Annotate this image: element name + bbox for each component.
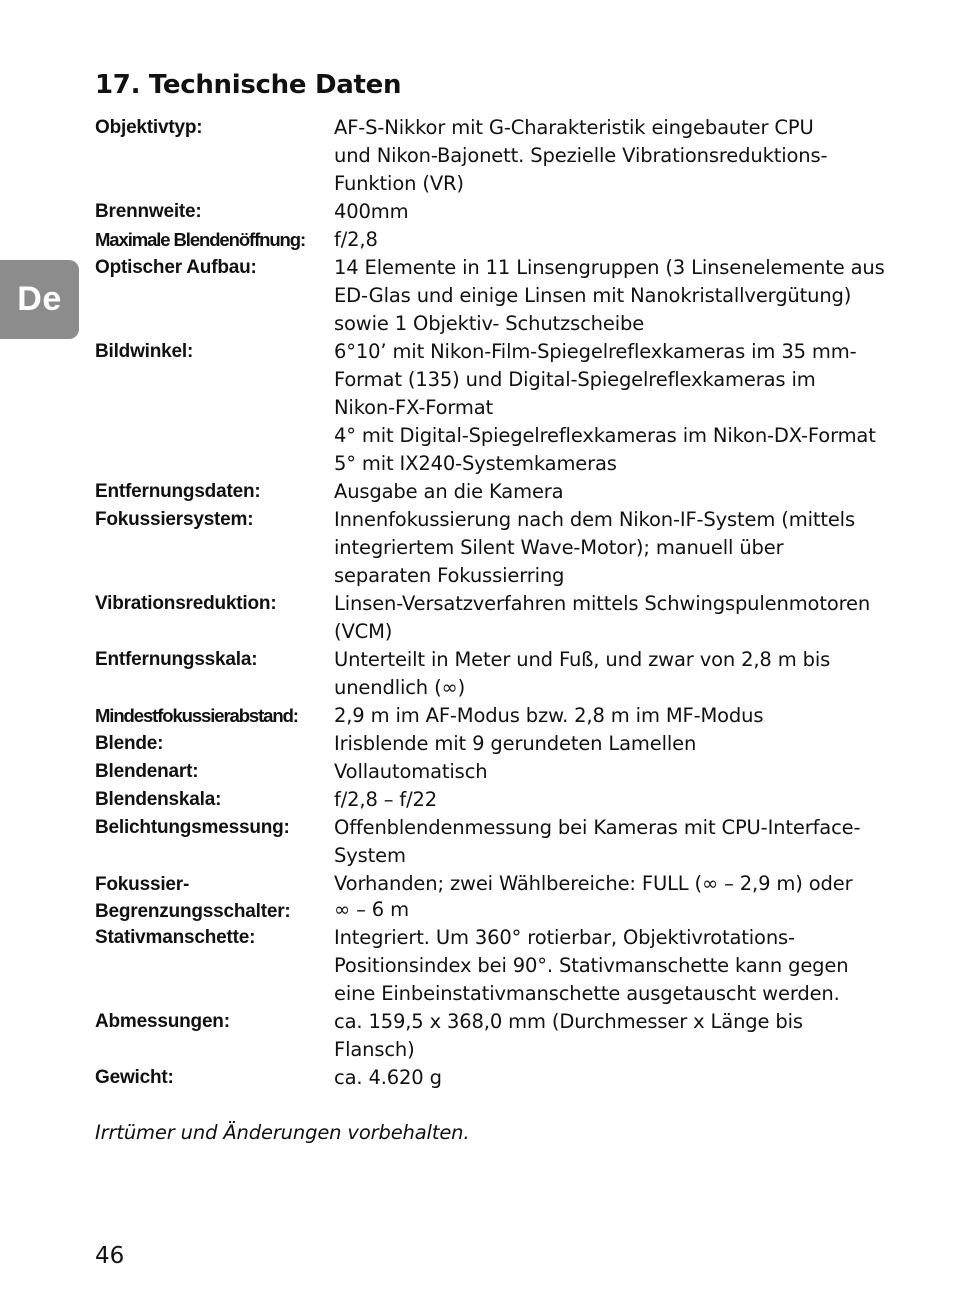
spec-label-line: Bildwinkel: [95,341,194,362]
spec-value-line: ca. 159,5 x 368,0 mm (Durchmesser x Länge bis [334,1010,803,1033]
spec-value-line: 2,9 m im AF-Modus bzw. 2,8 m im MF-Modus [334,704,764,727]
spec-label [95,590,334,646]
spec-row [95,646,895,702]
spec-value-line: ∞ – 6 m [334,898,409,921]
spec-label-line: Abmessungen: [95,1011,230,1032]
spec-value [334,646,895,702]
spec-value [334,478,895,506]
spec-value-line: 5° mit IX240-Systemkameras [334,452,617,475]
spec-value-line: und Nikon-Bajonett. Spezielle Vibrationsreduktions- [334,144,828,167]
spec-value-line: ca. 4.620 g [334,1066,442,1089]
spec-row [95,590,895,646]
spec-label-line: Blendenskala: [95,789,222,810]
spec-value-line: Offenblendenmessung bei Kameras mit CPU-Interface- [334,816,861,839]
spec-value-line: Flansch) [334,1038,415,1061]
spec-value-line: Unterteilt in Meter und Fuß, und zwar von 2,8 m bis [334,648,831,671]
spec-row [95,114,895,198]
spec-value [334,870,895,924]
spec-row [95,924,895,1008]
spec-value-line: separaten Fokussierring [334,564,565,587]
spec-value [334,198,895,226]
spec-label-line: Blendenart: [95,761,199,782]
spec-row [95,1008,895,1064]
spec-label [95,114,334,198]
spec-label-line: Gewicht: [95,1067,174,1088]
spec-value [334,114,895,198]
spec-label-line: Entfernungsskala: [95,649,258,670]
spec-value [334,702,895,730]
spec-label [95,870,334,924]
spec-row [95,730,895,758]
spec-value [334,814,895,870]
spec-value-line: Ausgabe an die Kamera [334,480,564,503]
spec-label-line: Fokussiersystem: [95,509,254,530]
spec-value-line: 400mm [334,200,409,223]
section-title: 17. Technische Daten [95,70,402,100]
spec-label-line: Fokussier- [95,874,190,895]
spec-label [95,478,334,506]
spec-value-line: System [334,844,406,867]
spec-value-line: Vollautomatisch [334,760,488,783]
spec-label-line: Maximale Blendenöffnung: [95,229,305,250]
spec-value-line: Vorhanden; zwei Wählbereiche: FULL (∞ – 2,9 m) oder [334,872,853,895]
spec-label [95,226,334,254]
spec-row [95,1064,895,1092]
disclaimer-note: Irrtümer und Änderungen vorbehalten. [95,1121,470,1144]
spec-value-line: ED-Glas und einige Linsen mit Nanokristallvergütung) [334,284,852,307]
spec-row [95,198,895,226]
spec-label-line: Belichtungsmessung: [95,817,290,838]
spec-label [95,1064,334,1092]
spec-value [334,506,895,590]
spec-label-line: Optischer Aufbau: [95,257,257,278]
spec-value [334,924,895,1008]
spec-value [334,758,895,786]
page-number: 46 [95,1243,125,1269]
spec-value-line: 4° mit Digital-Spiegelreflexkameras im Nikon-DX-Format [334,424,876,447]
spec-value-line: integriertem Silent Wave-Motor); manuell über [334,536,784,559]
spec-label-line: Vibrationsreduktion: [95,593,277,614]
spec-table-body [95,114,895,1092]
spec-value-line: Irisblende mit 9 gerundeten Lamellen [334,732,697,755]
spec-label [95,702,334,730]
spec-value-line: Linsen-Versatzverfahren mittels Schwingspulenmotoren [334,592,871,615]
spec-value-line: Nikon-FX-Format [334,396,494,419]
spec-value-line: 14 Elemente in 11 Linsengruppen (3 Linsenelemente aus [334,256,885,279]
spec-value [334,1008,895,1064]
spec-value-line: Positionsindex bei 90°. Stativmanschette kann gegen [334,954,849,977]
spec-value-line: eine Einbeinstativmanschette ausgetauscht werden. [334,982,840,1005]
spec-label [95,1008,334,1064]
spec-label [95,924,334,1008]
spec-label [95,338,334,478]
spec-label-line: Blende: [95,733,164,754]
spec-label-line: Begrenzungsschalter: [95,901,291,922]
spec-label [95,198,334,226]
spec-row [95,506,895,590]
spec-row [95,702,895,730]
spec-value [334,226,895,254]
spec-value-line: Format (135) und Digital-Spiegelreflexkameras im [334,368,816,391]
spec-table [95,114,895,1092]
spec-label-line: Mindestfokussierabstand: [95,705,298,726]
spec-value [334,254,895,338]
spec-value-line: AF-S-Nikkor mit G-Charakteristik eingebauter CPU [334,116,814,139]
spec-row [95,254,895,338]
spec-label [95,506,334,590]
spec-label [95,730,334,758]
spec-label-line: Brennweite: [95,201,202,222]
spec-value-line: Innenfokussierung nach dem Nikon-IF-System (mittels [334,508,855,531]
language-tab: De [0,260,79,339]
spec-value [334,786,895,814]
spec-value [334,590,895,646]
spec-value-line: sowie 1 Objektiv- Schutzscheibe [334,312,645,335]
spec-row [95,814,895,870]
spec-value [334,730,895,758]
spec-row [95,478,895,506]
spec-value-line: Funktion (VR) [334,172,464,195]
spec-row [95,758,895,786]
spec-value-line: f/2,8 – f/22 [334,788,438,811]
spec-value [334,338,895,478]
spec-row [95,786,895,814]
spec-value-line: 6°10’ mit Nikon-Film-Spiegelreflexkameras im 35 mm- [334,340,857,363]
spec-label-line: Entfernungsdaten: [95,481,261,502]
spec-value-line: f/2,8 [334,228,378,251]
spec-value [334,1064,895,1092]
spec-row [95,338,895,478]
spec-label [95,814,334,870]
spec-label [95,758,334,786]
spec-label-line: Objektivtyp: [95,117,203,138]
spec-row [95,226,895,254]
spec-label [95,646,334,702]
spec-label-line: Stativmanschette: [95,927,256,948]
spec-value-line: Integriert. Um 360° rotierbar, Objektivrotations- [334,926,795,949]
spec-row [95,870,895,924]
spec-value-line: unendlich (∞) [334,676,466,699]
spec-label [95,254,334,338]
spec-label [95,786,334,814]
spec-value-line: (VCM) [334,620,393,643]
